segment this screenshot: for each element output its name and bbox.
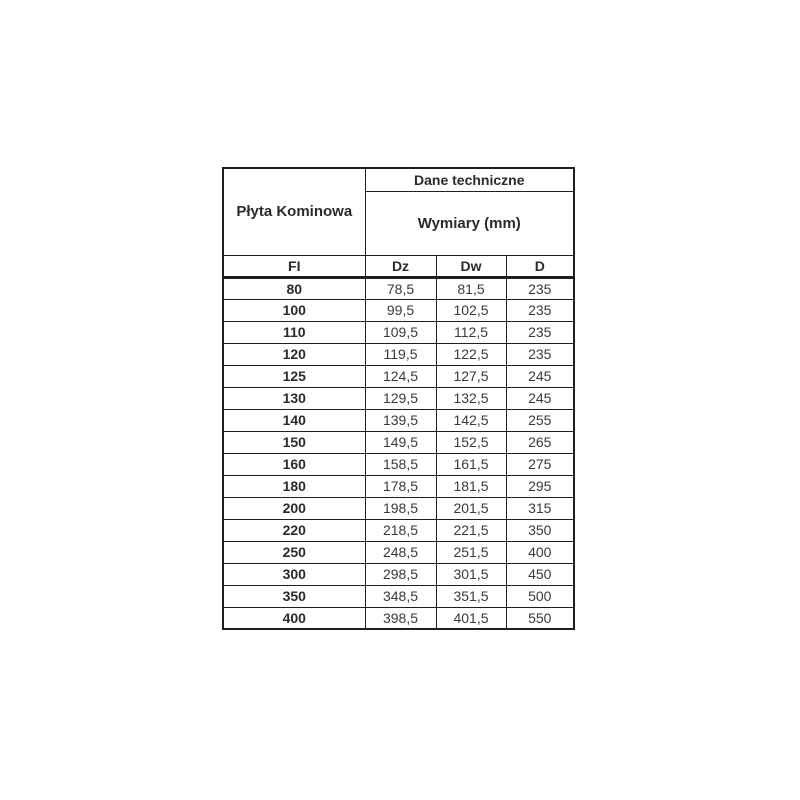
cell-dz: 129,5 (365, 387, 436, 409)
cell-dz: 139,5 (365, 409, 436, 431)
cell-fi: 160 (223, 453, 365, 475)
cell-d: 245 (506, 365, 574, 387)
table-row (223, 497, 574, 519)
group-header-cell: Dane techniczne (365, 168, 574, 191)
cell-d: 400 (506, 541, 574, 563)
cell-d: 275 (506, 453, 574, 475)
cell-d: 255 (506, 409, 574, 431)
table-row (223, 541, 574, 563)
cell-dz: 198,5 (365, 497, 436, 519)
column-header-dw: Dw (436, 255, 506, 277)
cell-dw: 201,5 (436, 497, 506, 519)
cell-fi: 80 (223, 277, 365, 299)
table-row (223, 453, 574, 475)
table-row (223, 607, 574, 629)
cell-d: 315 (506, 497, 574, 519)
cell-dz: 78,5 (365, 277, 436, 299)
cell-d: 500 (506, 585, 574, 607)
cell-d: 235 (506, 277, 574, 299)
cell-fi: 220 (223, 519, 365, 541)
cell-fi: 140 (223, 409, 365, 431)
left-header-cell: Płyta Kominowa (223, 168, 365, 255)
table-row (223, 585, 574, 607)
cell-dw: 122,5 (436, 343, 506, 365)
cell-dz: 348,5 (365, 585, 436, 607)
cell-d: 350 (506, 519, 574, 541)
cell-fi: 100 (223, 299, 365, 321)
cell-d: 235 (506, 299, 574, 321)
cell-dw: 161,5 (436, 453, 506, 475)
cell-dw: 221,5 (436, 519, 506, 541)
cell-dz: 298,5 (365, 563, 436, 585)
cell-d: 235 (506, 321, 574, 343)
cell-dz: 218,5 (365, 519, 436, 541)
table-row (223, 277, 574, 299)
column-header-d: D (506, 255, 574, 277)
cell-dw: 152,5 (436, 431, 506, 453)
table-row (223, 387, 574, 409)
cell-fi: 125 (223, 365, 365, 387)
table-row-group-header (223, 168, 574, 191)
cell-dw: 351,5 (436, 585, 506, 607)
column-header-dz: Dz (365, 255, 436, 277)
sub-header-cell: Wymiary (mm) (365, 191, 574, 255)
table-row (223, 431, 574, 453)
cell-dz: 158,5 (365, 453, 436, 475)
cell-dz: 398,5 (365, 607, 436, 629)
cell-dw: 251,5 (436, 541, 506, 563)
cell-d: 550 (506, 607, 574, 629)
table-row (223, 563, 574, 585)
cell-fi: 120 (223, 343, 365, 365)
table-row (223, 299, 574, 321)
cell-dw: 112,5 (436, 321, 506, 343)
cell-fi: 180 (223, 475, 365, 497)
cell-fi: 150 (223, 431, 365, 453)
cell-dw: 401,5 (436, 607, 506, 629)
cell-dw: 181,5 (436, 475, 506, 497)
table-row (223, 321, 574, 343)
cell-fi: 300 (223, 563, 365, 585)
cell-d: 450 (506, 563, 574, 585)
cell-d: 245 (506, 387, 574, 409)
table-row (223, 475, 574, 497)
table-row (223, 519, 574, 541)
cell-fi: 250 (223, 541, 365, 563)
table-row (223, 365, 574, 387)
cell-dw: 127,5 (436, 365, 506, 387)
cell-dw: 142,5 (436, 409, 506, 431)
cell-fi: 130 (223, 387, 365, 409)
cell-d: 265 (506, 431, 574, 453)
cell-dz: 248,5 (365, 541, 436, 563)
cell-dz: 178,5 (365, 475, 436, 497)
technical-data-table (222, 167, 575, 630)
cell-dz: 149,5 (365, 431, 436, 453)
cell-dz: 99,5 (365, 299, 436, 321)
cell-fi: 350 (223, 585, 365, 607)
cell-fi: 200 (223, 497, 365, 519)
table-row-column-headers (223, 255, 574, 277)
cell-dw: 102,5 (436, 299, 506, 321)
cell-dw: 81,5 (436, 277, 506, 299)
table-row (223, 409, 574, 431)
cell-d: 295 (506, 475, 574, 497)
cell-fi: 400 (223, 607, 365, 629)
cell-dw: 132,5 (436, 387, 506, 409)
cell-dz: 124,5 (365, 365, 436, 387)
cell-dz: 109,5 (365, 321, 436, 343)
cell-dz: 119,5 (365, 343, 436, 365)
cell-fi: 110 (223, 321, 365, 343)
column-header-fi: FI (223, 255, 365, 277)
cell-d: 235 (506, 343, 574, 365)
cell-dw: 301,5 (436, 563, 506, 585)
table-row (223, 343, 574, 365)
